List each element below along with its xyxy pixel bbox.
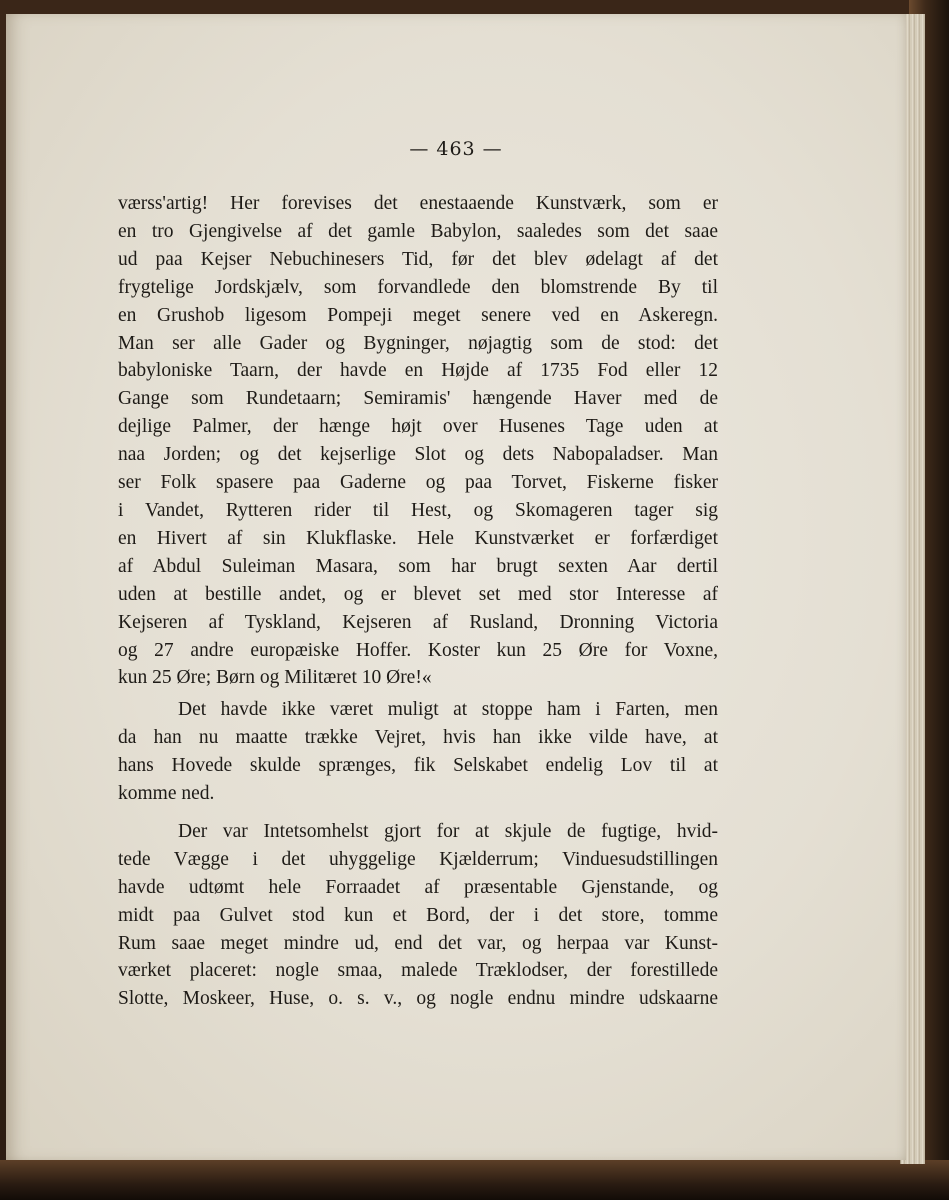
page-number: — 463 — [409, 138, 503, 160]
text-line: naa Jorden; og det kejserlige Slot og dets Nabopaladser. Man [118, 444, 718, 466]
text-line: komme ned. [118, 783, 215, 805]
text-line: havde udtømt hele Forraadet af præsentable Gjenstande, og [118, 876, 718, 898]
paragraph-2 [118, 696, 718, 808]
text-line: tede Vægge i det uhyggelige Kjælderrum; Vinduesudstillingen [118, 848, 718, 870]
body-text [118, 190, 718, 1013]
text-line: en Hivert af sin Klukflaske. Hele Kunstværket er forfærdiget [118, 527, 718, 549]
text-line: da han nu maatte trække Vejret, hvis han ikke vilde have, at [118, 727, 718, 749]
text-line: Der var Intetsomhelst gjort for at skjule de fugtige, hvid- [178, 820, 718, 842]
text-line: værss'artig! Her forevises det enestaaende Kunstværk, som er [118, 193, 718, 214]
text-line: uden at bestille andet, og er blevet set med stor Interesse af [118, 583, 718, 605]
book-cover-bottom-edge [0, 1160, 949, 1200]
paragraph-1 [118, 190, 718, 692]
text-line: Det havde ikke været muligt at stoppe ham i Farten, men [178, 699, 718, 721]
text-line: Slotte, Moskeer, Huse, o. s. v., og nogle endnu mindre udskaarne [118, 988, 718, 1010]
text-line: kun 25 Øre; Børn og Militæret 10 Øre!« [118, 667, 432, 689]
text-line: ser Folk spasere paa Gaderne og paa Torvet, Fiskerne fisker [118, 472, 718, 494]
text-line: babyloniske Taarn, der havde en Højde af 1735 Fod eller 12 [118, 360, 718, 382]
text-line: af Abdul Suleiman Masara, som har brugt sexten Aar dertil [118, 555, 718, 577]
paragraph-3 [118, 818, 718, 1013]
text-line: Man ser alle Gader og Bygninger, nøjagtig som de stod: det [118, 332, 718, 354]
text-line: værket placeret: nogle smaa, malede Træklodser, der forestillede [118, 960, 718, 982]
text-line: i Vandet, Rytteren rider til Hest, og Skomageren tager sig [118, 499, 718, 521]
text-line: ud paa Kejser Nebuchinesers Tid, før det blev ødelagt af det [118, 248, 718, 270]
text-line: Rum saae meget mindre ud, end det var, og herpaa var Kunst- [118, 932, 718, 954]
text-line: Kejseren af Tyskland, Kejseren af Rusland, Dronning Victoria [118, 611, 718, 633]
text-line: dejlige Palmer, der hænge højt over Husenes Tage uden at [118, 416, 718, 438]
text-line: hans Hovede skulde sprænges, fik Selskabet endelig Lov til at [118, 755, 718, 777]
text-line: Gange som Rundetaarn; Semiramis' hængende Haver med de [118, 388, 718, 410]
text-line: og 27 andre europæiske Hoffer. Koster kun 25 Øre for Voxne, [118, 639, 718, 661]
text-line: frygtelige Jordskjælv, som forvandlede den blomstrende By til [118, 276, 718, 298]
text-line: midt paa Gulvet stod kun et Bord, der i det store, tomme [118, 904, 718, 926]
text-line: en Grushob ligesom Pompeji meget senere ved en Askeregn. [118, 304, 718, 326]
book-page [6, 14, 906, 1160]
text-line: en tro Gjengivelse af det gamle Babylon, saaledes som det saae [118, 220, 718, 242]
